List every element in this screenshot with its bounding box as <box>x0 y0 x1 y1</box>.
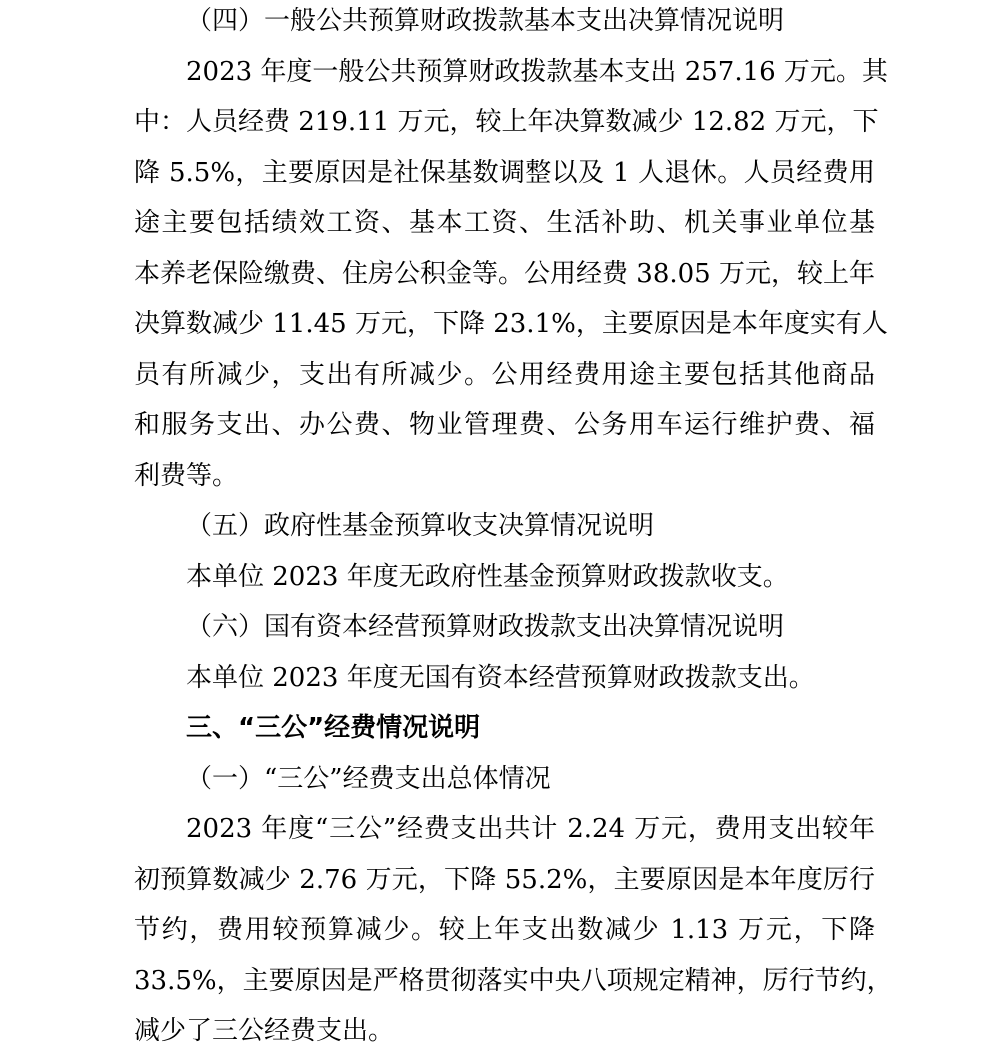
paragraph-line: 2023 年度一般公共预算财政拨款基本支出 257.16 万元。其 <box>186 56 888 87</box>
paragraph-line: 利费等。 <box>134 460 239 491</box>
part-3-1-paragraph <box>134 804 893 1057</box>
section-4-paragraph <box>134 47 888 502</box>
paragraph-line: 节约，费用较预算减少。较上年支出数减少 1.13 万元，下降 <box>134 915 875 945</box>
paragraph-line: 降 5.5%，主要原因是社保基数调整以及 1 人退休。人员经费用 <box>134 157 875 188</box>
paragraph-line: 决算数减少 11.45 万元，下降 23.1%，主要原因是本年度实有人 <box>134 309 888 339</box>
paragraph-line: 减少了三公经费支出。 <box>134 1016 395 1046</box>
paragraph-line: 中：人员经费 219.11 万元，较上年决算数减少 12.82 万元，下 <box>134 107 879 137</box>
paragraph-line: 2023 年度“三公”经费支出共计 2.24 万元，费用支出较年 <box>186 814 875 844</box>
section-5-title: （五）政府性基金预算收支决算情况说明 <box>186 511 655 541</box>
paragraph-line: 和服务支出、办公费、物业管理费、公务用车运行维护费、福 <box>134 410 875 440</box>
paragraph-line: 途主要包括绩效工资、基本工资、生活补助、机关事业单位基 <box>134 208 875 238</box>
part-3-title: 三、“三公”经费情况说明 <box>186 713 481 743</box>
section-5-text: 本单位 2023 年度无政府性基金预算财政拨款收支。 <box>186 561 789 592</box>
part-3-1-title: （一）“三公”经费支出总体情况 <box>186 763 551 794</box>
section-6-title: （六）国有资本经营预算财政拨款支出决算情况说明 <box>186 612 785 642</box>
paragraph-line: 本养老保险缴费、住房公积金等。公用经费 38.05 万元，较上年 <box>134 258 875 289</box>
section-4-title: （四）一般公共预算财政拨款基本支出决算情况说明 <box>186 6 785 36</box>
paragraph-line: 33.5%，主要原因是严格贯彻落实中央八项规定精神，厉行节约， <box>134 965 893 996</box>
document-body <box>134 0 893 1057</box>
paragraph-line: 员有所减少，支出有所减少。公用经费用途主要包括其他商品 <box>134 359 875 390</box>
paragraph-line: 初预算数减少 2.76 万元，下降 55.2%，主要原因是本年度厉行 <box>134 864 875 895</box>
section-6-text: 本单位 2023 年度无国有资本经营预算财政拨款支出。 <box>186 662 815 693</box>
